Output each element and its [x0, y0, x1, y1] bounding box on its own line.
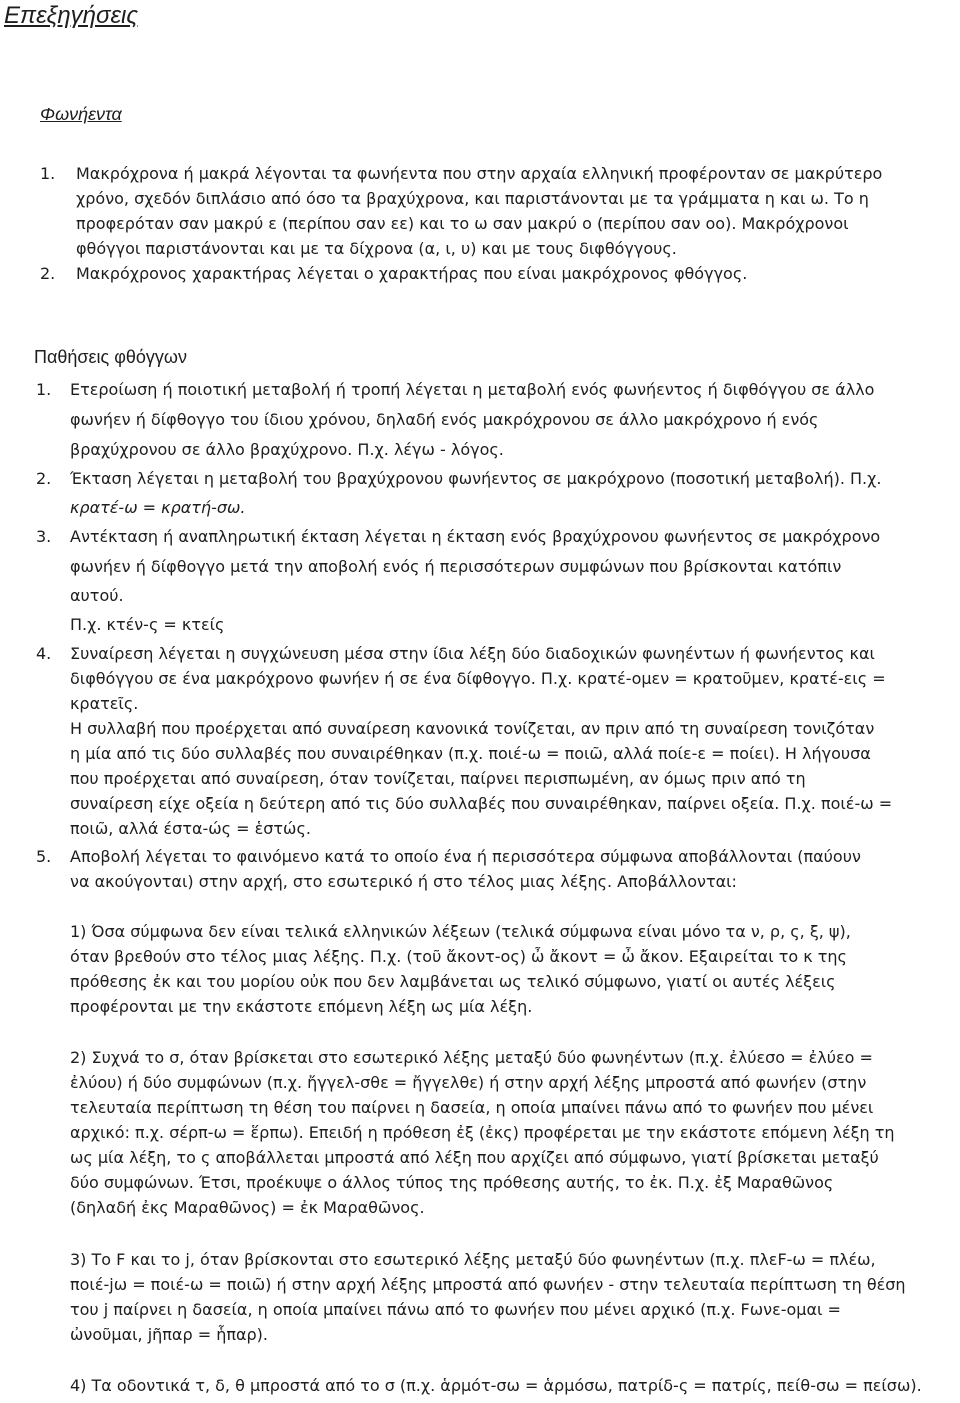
text-line: 4) Τα οδοντικά τ, δ, θ μπροστά από το σ (π.χ. ἁρμότ-σω = ἁρμόσω, πατρίδ-ς = πατρίς, πείθ-σω = πείσω). — [70, 1376, 922, 1395]
text-line: Μακρόχρονος χαρακτήρας λέγεται ο χαρακτήρας που είναι μακρόχρονος φθόγγος. — [76, 264, 748, 283]
list-number: 1. — [36, 380, 52, 399]
text-line: πρόθεσης ἐκ και του μορίου οὐκ που δεν λαμβάνεται ως τελικό σύμφωνο, γιατί οι αυτές λέξεις — [70, 972, 836, 991]
text-line: ποιέ-jω = ποιέ-ω = ποιῶ) ή στην αρχή λέξης μπροστά από φωνήεν - στην τελευταία περίπτωση τη θέση — [70, 1275, 906, 1294]
text-line: να ακούγονται) στην αρχή, στο εσωτερικό ή στο τέλος μιας λέξης. Αποβάλλονται: — [70, 872, 737, 891]
text-line: Μακρόχρονα ή μακρά λέγονται τα φωνήεντα που στην αρχαία ελληνική προφέρονταν σε μακρύτερο — [76, 164, 883, 183]
list-number: 4. — [36, 644, 52, 663]
text-line: ὠνοῦμαι, jῆπαρ = ἧπαρ). — [70, 1325, 268, 1344]
text-line: τελευταία περίπτωση τη θέση του παίρνει η δασεία, η οποία μπαίνει πάνω από το φωνήεν που μένει — [70, 1098, 874, 1117]
text-line: η μία από τις δύο συλλαβές που συναιρέθηκαν (π.χ. ποιέ-ω = ποιῶ, αλλά ποίε-ε = ποίει). Η λήγουσα — [70, 744, 871, 763]
text-line: αρχικό: π.χ. σέρπ-ω = ἕρπω). Επειδή η πρόθεση ἐξ (ἐκς) προφέρεται με την εκάστοτε επόμενη λέξη τη — [70, 1123, 895, 1142]
text-line: αυτού. — [70, 586, 124, 605]
text-line: συναίρεση είχε οξεία η δεύτερη από τις δύο συλλαβές που συναιρέθηκαν, παίρνει οξεία. Π.χ. ποιέ-ω = — [70, 794, 893, 813]
text-line: 2) Συχνά το σ, όταν βρίσκεται στο εσωτερικό λέξης μεταξύ δύο φωνηέντων (π.χ. ἐλύεσο = ἐλύεο = — [70, 1048, 873, 1067]
text-line: 1) Όσα σύμφωνα δεν είναι τελικά ελληνικών λέξεων (τελικά σύμφωνα είναι μόνο τα ν, ρ, ς, ξ, ψ), — [70, 922, 851, 941]
text-line: ποιῶ, αλλά έστα-ώς = ἑστώς. — [70, 819, 311, 838]
text-line: Ετεροίωση ή ποιοτική μεταβολή ή τροπή λέγεται η μεταβολή ενός φωνήεντος ή διφθόγγου σε άλλο — [70, 380, 875, 399]
text-line: Η συλλαβή που προέρχεται από συναίρεση κανονικά τονίζεται, αν πριν από τη συναίρεση τονιζόταν — [70, 719, 875, 738]
text-line: φωνήεν ή δίφθογγο μετά την αποβολή ενός ή περισσότερων συμφώνων που βρίσκονται κατόπιν — [70, 557, 842, 576]
text-line: κρατεῖς. — [70, 694, 139, 713]
page-title: Επεξηγήσεις — [4, 2, 139, 29]
text-line: προφερόταν σαν μακρύ ε (περίπου σαν εε) και το ω σαν μακρύ ο (περίπου σαν οο). Μακρόχρονοι — [76, 214, 849, 233]
text-line: φθόγγοι παριστάνονται και με τα δίχρονα (α, ι, υ) και με τους διφθόγγους. — [76, 239, 677, 258]
text-line: διφθόγγου σε ένα μακρόχρονο φωνήεν ή σε ένα δίφθογγο. Π.χ. κρατέ-ομεν = κρατοῦμεν, κρατέ-εις = — [70, 669, 886, 688]
text-line: ως μία λέξη, το ς αποβάλλεται μπροστά από λέξη που αρχίζει από σύμφωνο, γιατί βρίσκεται μεταξύ — [70, 1148, 879, 1167]
list-number: 5. — [36, 847, 52, 866]
text-line: Αντέκταση ή αναπληρωτική έκταση λέγεται η έκταση ενός βραχύχρονου φωνήεντος σε μακρόχρονο — [70, 527, 881, 546]
text-line: Έκταση λέγεται η μεταβολή του βραχύχρονου φωνήεντος σε μακρόχρονο (ποσοτική μεταβολή). Π.χ. — [70, 469, 882, 488]
text-line: δύο συμφώνων. Έτσι, προέκυψε ο άλλος τύπος της πρόθεσης αυτής, το ἐκ. Π.χ. ἐξ Μαραθῶνος — [70, 1173, 834, 1192]
text-line: όταν βρεθούν στο τέλος μιας λέξης. Π.χ. (τοῦ ἄκοντ-ος) ὦ ἄκοντ = ὦ ἄκον. Εξαιρείται το κ της — [70, 947, 847, 966]
text-line: που προέρχεται από συναίρεση, όταν τονίζεται, παίρνει περισπωμένη, αν όμως πριν από τη — [70, 769, 806, 788]
text-line: 3) Το F και το j, όταν βρίσκονται στο εσωτερικό λέξης μεταξύ δύο φωνηέντων (π.χ. πλεF-ω = πλέω, — [70, 1250, 876, 1269]
text-line: (δηλαδή ἐκς Μαραθῶνος) = ἐκ Μαραθῶνος. — [70, 1198, 425, 1217]
text-line: Π.χ. κτέν-ς = κτείς — [70, 615, 225, 634]
text-line: Συναίρεση λέγεται η συγχώνευση μέσα στην ίδια λέξη δύο διαδοχικών φωνηέντων ή φωνήεντος και — [70, 644, 875, 663]
vowels-heading: Φωνήεντα — [40, 104, 122, 124]
text-line: φωνήεν ή δίφθογγο του ίδιου χρόνου, δηλαδή ενός μακρόχρονου σε άλλο μακρόχρονο ή ενός — [70, 410, 819, 429]
list-number: 1. — [40, 164, 56, 183]
text-line: κρατέ-ω = κρατή-σω. — [70, 498, 246, 517]
changes-heading: Παθήσεις φθόγγων — [34, 347, 187, 367]
text-line: προφέρονται με την εκάστοτε επόμενη λέξη ως μία λέξη. — [70, 997, 533, 1016]
text-line: χρόνο, σχεδόν διπλάσιο από όσο τα βραχύχρονα, και παριστάνονται με τα γράμματα η και ω. Το η — [76, 189, 869, 208]
list-number: 2. — [40, 264, 56, 283]
list-number: 2. — [36, 469, 52, 488]
text-line: Αποβολή λέγεται το φαινόμενο κατά το οποίο ένα ή περισσότερα σύμφωνα αποβάλλονται (παύουν — [70, 847, 861, 866]
text-line: του j παίρνει η δασεία, η οποία μπαίνει πάνω από το φωνήεν που μένει αρχικό (π.χ. Fωνε-ομαι = — [70, 1300, 841, 1319]
text-line: ἐλύου) ή δύο συμφώνων (π.χ. ἤγγελ-σθε = ἤγγελθε) ή στην αρχή λέξης μπροστά από φωνήεν (στην — [70, 1073, 867, 1092]
list-number: 3. — [36, 527, 52, 546]
text-line: βραχύχρονου σε άλλο βραχύχρονο. Π.χ. λέγω - λόγος. — [70, 440, 504, 459]
